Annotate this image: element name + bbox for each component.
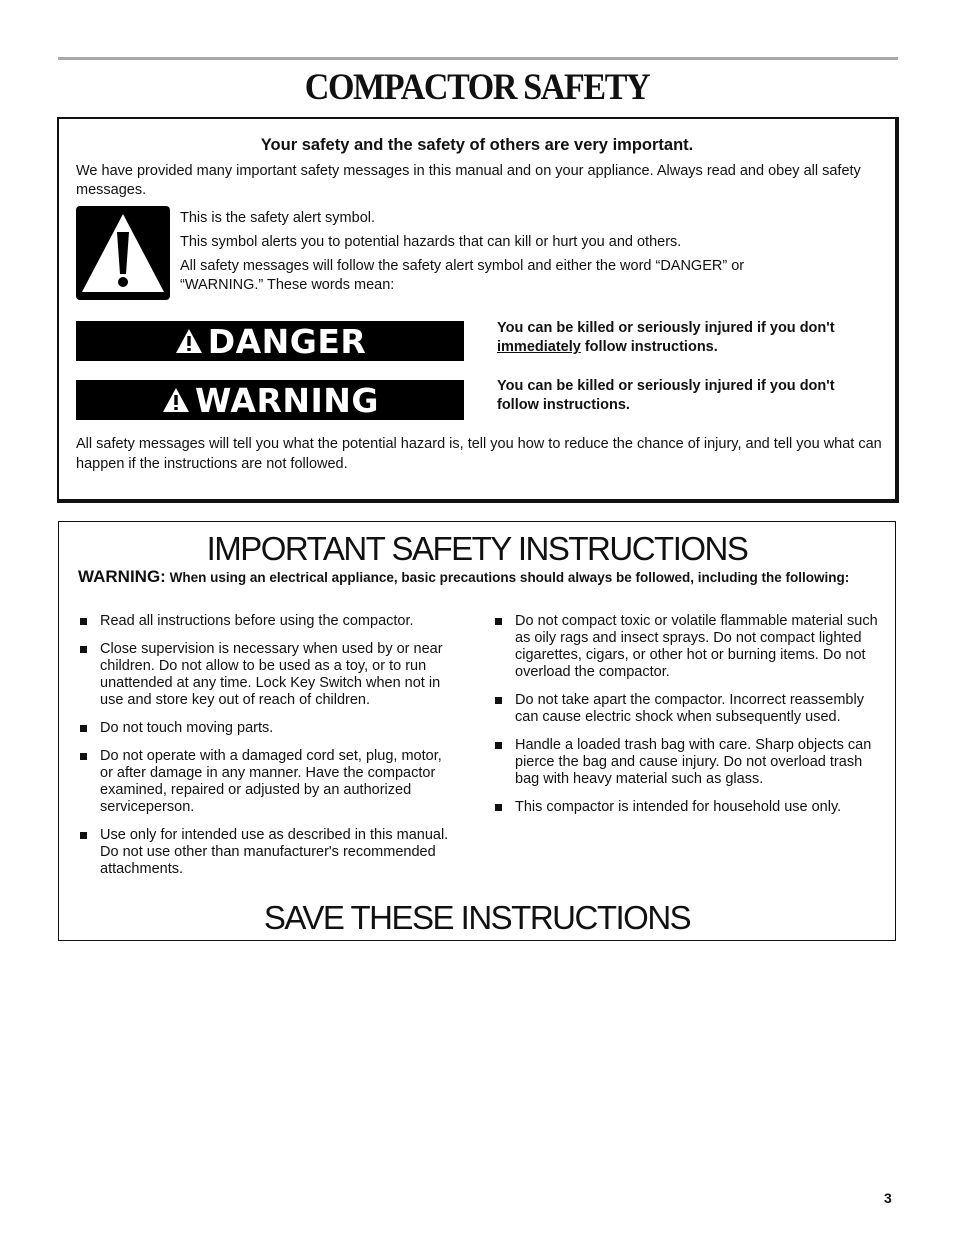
- safety-box: [57, 117, 899, 503]
- warning-banner: [76, 380, 464, 420]
- square-bullet-icon: [80, 753, 87, 760]
- square-bullet-icon: [80, 725, 87, 732]
- instructions-warning: WARNING: When using an electrical appliance, basic precautions should always be followed, including the following:: [78, 567, 850, 586]
- safety-outro: All safety messages will tell you what the potential hazard is, tell you how to reduce the chance of injury, and tell you what can happen if the instructions are not followed.: [76, 436, 882, 472]
- alert-lines: [180, 209, 810, 300]
- instructions-title: IMPORTANT SAFETY INSTRUCTIONS: [206, 530, 748, 567]
- square-bullet-icon: [495, 618, 502, 625]
- list-item: Read all instructions before using the compactor.: [78, 613, 458, 630]
- instructions-right-list: [493, 613, 885, 827]
- list-item: Do not take apart the compactor. Incorrect reassembly can cause electric shock when subsequently used.: [493, 692, 885, 726]
- safety-intro: We have provided many important safety messages in this manual and on your appliance. Always read and obey all safety messages.: [76, 163, 861, 198]
- page-title: COMPACTOR SAFETY: [304, 67, 650, 108]
- list-item: Handle a loaded trash bag with care. Sharp objects can pierce the bag and cause injury. Do not overload trash bag with heavy material such as glass.: [493, 737, 885, 788]
- alert-line: This symbol alerts you to potential hazards that can kill or hurt you and others.: [180, 234, 682, 250]
- safety-alert-icon: [76, 206, 170, 300]
- list-item: Use only for intended use as described in this manual. Do not use other than manufacturer's recommended attachments.: [78, 827, 458, 878]
- save-instructions-title: SAVE THESE INSTRUCTIONS: [263, 899, 691, 936]
- warning-label: WARNING: [195, 380, 379, 420]
- danger-label: DANGER: [207, 321, 367, 361]
- instructions-left-list: [78, 613, 458, 889]
- danger-banner: [76, 321, 464, 361]
- square-bullet-icon: [495, 697, 502, 704]
- danger-description: You can be killed or seriously injured if you don't immediately follow instructions.: [497, 320, 835, 355]
- list-item: This compactor is intended for household use only.: [493, 799, 885, 816]
- instructions-box: [58, 521, 896, 941]
- list-item: Close supervision is necessary when used by or near children. Do not allow to be used as a toy, or to run unattended at any time. Lock Key Switch when not in use and store key out of reach of children.: [78, 641, 458, 709]
- square-bullet-icon: [80, 646, 87, 653]
- list-item: Do not touch moving parts.: [78, 720, 458, 737]
- safety-heading: Your safety and the safety of others are very important.: [260, 136, 694, 154]
- danger-alert-icon: [174, 327, 204, 355]
- warning-description: You can be killed or seriously injured if you don't follow instructions.: [497, 378, 835, 413]
- alert-line: All safety messages will follow the safety alert symbol and either the word “DANGER” or “WARNING.” These words mean:: [180, 258, 745, 293]
- square-bullet-icon: [80, 618, 87, 625]
- page-number: 3: [884, 1190, 892, 1206]
- alert-line: This is the safety alert symbol.: [180, 210, 376, 226]
- list-item: Do not operate with a damaged cord set, plug, motor, or after damage in any manner. Have the compactor examined, repaired or adjusted by an authorized serviceperson.: [78, 748, 458, 816]
- immediately-emphasis: immediately: [497, 339, 581, 355]
- top-rule: [58, 57, 898, 60]
- square-bullet-icon: [495, 804, 502, 811]
- square-bullet-icon: [80, 832, 87, 839]
- square-bullet-icon: [495, 742, 502, 749]
- warning-alert-icon: [161, 386, 191, 414]
- warning-prefix: WARNING:: [78, 567, 166, 586]
- list-item: Do not compact toxic or volatile flammable material such as oily rags and insect sprays. Do not compact lighted cigarettes, cigars, or other hot or burning items. Do not overload the compactor.: [493, 613, 885, 681]
